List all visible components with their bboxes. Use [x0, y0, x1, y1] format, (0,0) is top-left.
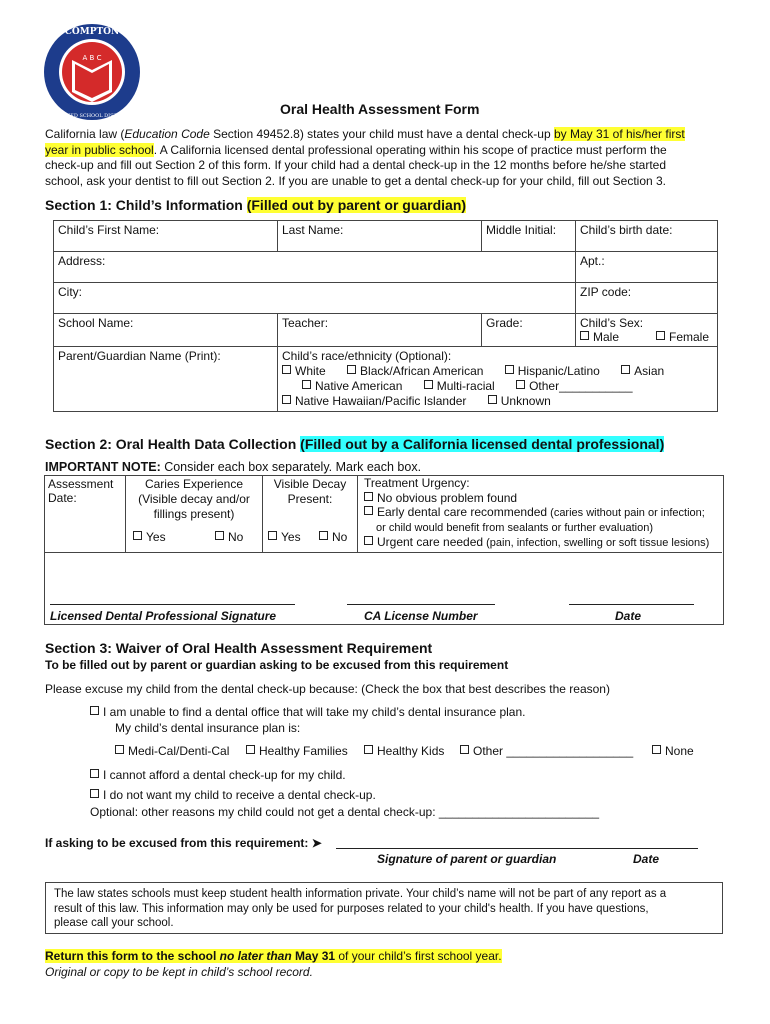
healthy-families-checkbox[interactable]: Healthy Families — [246, 744, 348, 758]
section3-subtitle: To be filled out by parent or guardian asking to be excused from this requirement — [45, 658, 509, 672]
decay-no-checkbox[interactable]: No — [319, 530, 347, 544]
unknown-checkbox[interactable]: Unknown — [488, 394, 551, 408]
male-checkbox[interactable]: Male — [580, 330, 619, 344]
grade-field[interactable]: Grade: — [482, 314, 576, 347]
insurance-plan-label: My child’s dental insurance plan is: — [115, 721, 301, 735]
return-instructions: Return this form to the school no later than May 31 of your child’s first school year. — [45, 949, 502, 963]
race-field: Child’s race/ethnicity (Optional): White Black/African American Hispanic/Latino Asian Native American Multi-racial Other___________ Native Hawaiian/Pacific Islander Unknown — [278, 347, 718, 412]
healthy-kids-checkbox[interactable]: Healthy Kids — [364, 744, 444, 758]
treatment-urgency: Treatment Urgency: No obvious problem found Early dental care recommended (caries without pain or infection; or child would benefit from sealants or further evaluation) Urgent care needed (pain, infection, swelling or soft tissue lesions) — [364, 476, 724, 551]
first-name-field[interactable]: Child’s First Name: — [54, 221, 278, 252]
excused-label: If asking to be excused from this requirement: ➤ — [45, 836, 322, 850]
waiver-other-reasons-field[interactable]: Optional: other reasons my child could not get a dental check-up: ________________________ — [90, 805, 600, 819]
birth-date-field[interactable]: Child’s birth date: — [576, 221, 718, 252]
urgency-early-care-checkbox[interactable]: Early dental care recommended (caries without pain or infection; — [364, 505, 724, 521]
teacher-field[interactable]: Teacher: — [278, 314, 482, 347]
last-name-field[interactable]: Last Name: — [278, 221, 482, 252]
section1-title: Section 1: Child’s Information (Filled out by parent or guardian) — [45, 197, 467, 213]
section3-title: Section 3: Waiver of Oral Health Assessment Requirement — [45, 640, 433, 656]
assessment-date-field[interactable]: Assessment Date: — [48, 477, 114, 505]
other-race-checkbox[interactable]: Other___________ — [516, 379, 632, 393]
waiver-not-want-checkbox[interactable]: I do not want my child to receive a dental check-up. — [90, 788, 376, 802]
child-info-table — [53, 220, 718, 412]
white-checkbox[interactable]: White — [282, 364, 326, 378]
none-plan-checkbox[interactable]: None — [652, 744, 694, 758]
urgency-no-problem-checkbox[interactable]: No obvious problem found — [364, 491, 724, 506]
parent-name-field[interactable]: Parent/Guardian Name (Print): — [54, 347, 278, 412]
female-checkbox[interactable]: Female — [656, 330, 709, 344]
decay-yes-checkbox[interactable]: Yes — [268, 530, 301, 544]
district-seal — [42, 22, 142, 122]
black-checkbox[interactable]: Black/African American — [347, 364, 483, 378]
urgency-urgent-care-checkbox[interactable]: Urgent care needed (pain, infection, swelling or soft tissue lesions) — [364, 535, 724, 551]
caries-header: Caries Experience (Visible decay and/or fillings present) — [138, 477, 250, 521]
native-american-checkbox[interactable]: Native American — [302, 379, 402, 393]
other-plan-checkbox[interactable]: Other ___________________ — [460, 744, 633, 758]
caries-yes-checkbox[interactable]: Yes — [133, 530, 166, 544]
school-name-field[interactable]: School Name: — [54, 314, 278, 347]
child-sex-field: Child’s Sex: Male Female — [576, 314, 718, 347]
city-field[interactable]: City: — [54, 283, 576, 314]
license-number-label: CA License Number — [364, 609, 478, 623]
decay-header: Visible Decay Present: — [273, 477, 347, 506]
hawaiian-checkbox[interactable]: Native Hawaiian/Pacific Islander — [282, 394, 466, 408]
waiver-instruction: Please excuse my child from the dental check-up because: (Check the box that best describes the reason) — [45, 682, 610, 696]
parent-date-label: Date — [633, 852, 660, 866]
middle-initial-field[interactable]: Middle Initial: — [482, 221, 576, 252]
waiver-insurance-checkbox[interactable]: I am unable to find a dental office that will take my child’s dental insurance plan. — [90, 705, 525, 719]
privacy-notice: The law states schools must keep student health information private. Your child’s name will not be part of any report as a result of this law. This information may only be used for purposes related to your child's health. If you have questions, please call your school. — [45, 882, 723, 934]
caries-no-checkbox[interactable]: No — [215, 530, 243, 544]
hispanic-checkbox[interactable]: Hispanic/Latino — [505, 364, 600, 378]
important-note: IMPORTANT NOTE: Consider each box separately. Mark each box. — [45, 460, 422, 474]
zip-field[interactable]: ZIP code: — [576, 283, 718, 314]
section2-title: Section 2: Oral Health Data Collection (Filled out by a California licensed dental professional) — [45, 436, 665, 452]
intro-paragraph: California law (Education Code Section 49452.8) states your child must have a dental check-up by May 31 of his/her first year in public school. A California licensed dental professional operating within his scope of practice must perform the check-up and fill out Section 2 of this form. If your child had a dental check-up in the 12 months before he/she started school, ask your dentist to fill out Section 2. If you are unable to get a dental check-up for your child, fill out Section 3. — [45, 127, 685, 188]
seal-letters: A B C — [82, 54, 102, 62]
asian-checkbox[interactable]: Asian — [621, 364, 664, 378]
medical-checkbox[interactable]: Medi-Cal/Denti-Cal — [115, 744, 229, 758]
dental-date-label: Date — [615, 609, 642, 623]
page-title: Oral Health Assessment Form — [280, 101, 480, 117]
waiver-afford-checkbox[interactable]: I cannot afford a dental check-up for my child. — [90, 768, 346, 782]
arrow-icon: ➤ — [311, 836, 322, 850]
seal-bottom-text: UNIFIED SCHOOL DISTRICT — [54, 113, 130, 119]
apt-field[interactable]: Apt.: — [576, 252, 718, 283]
record-note: Original or copy to be kept in child’s school record. — [45, 965, 313, 979]
address-field[interactable]: Address: — [54, 252, 576, 283]
seal-top-text: COMPTON — [64, 27, 120, 37]
multiracial-checkbox[interactable]: Multi-racial — [424, 379, 495, 393]
parent-signature-label: Signature of parent or guardian — [377, 852, 557, 866]
dental-signature-label: Licensed Dental Professional Signature — [50, 609, 277, 623]
